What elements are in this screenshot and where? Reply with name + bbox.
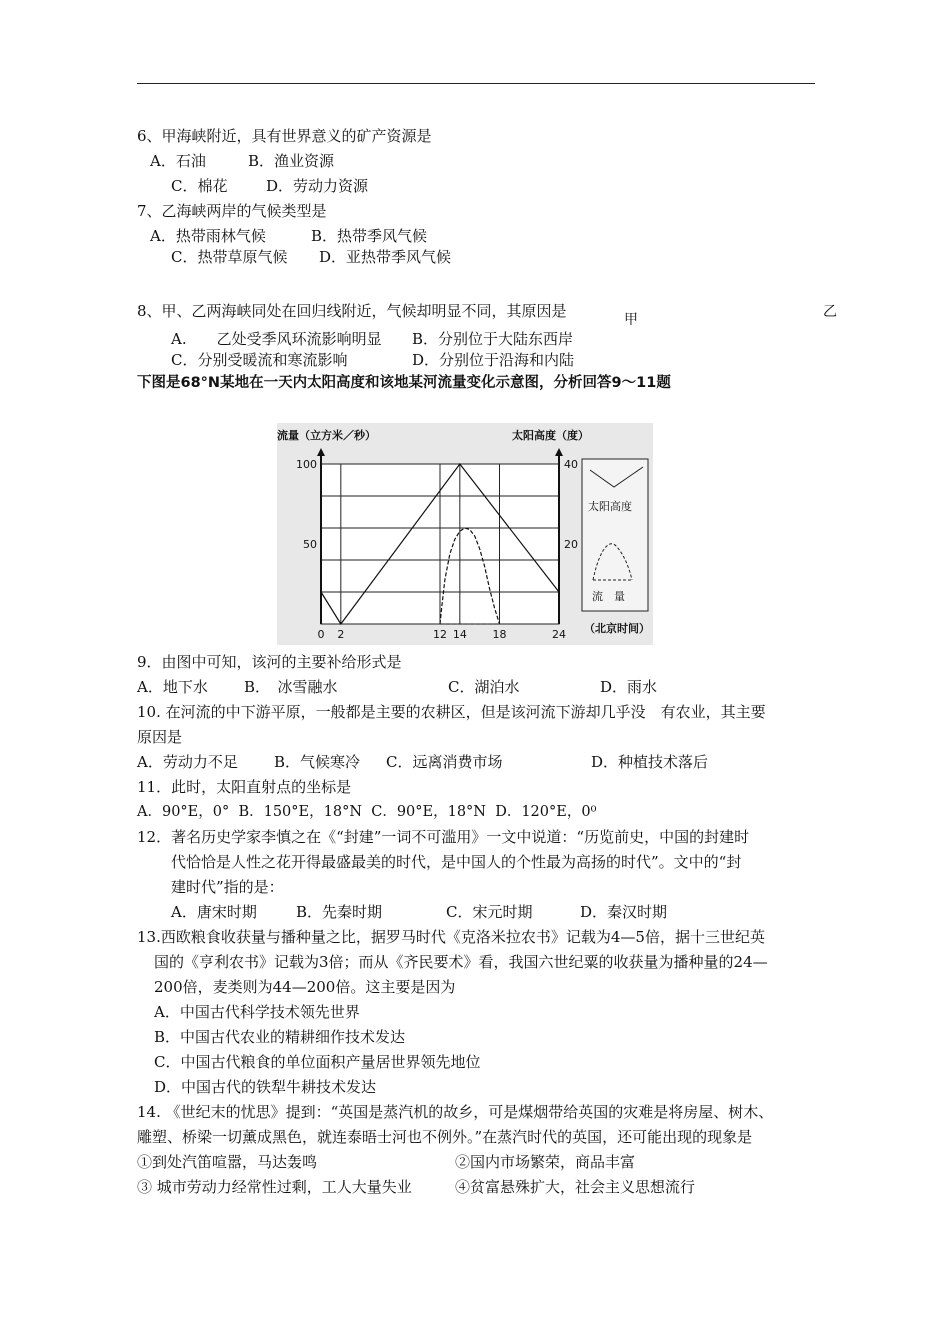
q13-option-d: D．中国古代的铁犁牛耕技术发达 xyxy=(154,1078,377,1096)
q12-option-a: A．唐宋时期 xyxy=(171,903,257,921)
y-left-tick-label-50: 50 xyxy=(303,538,317,551)
map-label-yi: 乙 xyxy=(823,304,837,320)
x-tick-label-24: 24 xyxy=(552,628,566,641)
q14-option-2: ②国内市场繁荣，商品丰富 xyxy=(455,1153,636,1171)
y-right-tick-label-40: 40 xyxy=(564,458,578,471)
q6-option-d: D．劳动力资源 xyxy=(266,177,369,195)
q10-stem-line1: 10. 在河流的中下游平原，一般都是主要的农耕区，但是该河流下游却几乎没 有农业，其主要 xyxy=(137,703,766,721)
q11-stem: 11．此时，太阳直射点的坐标是 xyxy=(137,778,352,796)
q14-option-3: ③ 城市劳动力经常性过剩，工人大量失业 xyxy=(137,1178,412,1196)
q8-option-a: A. 乙处受季风环流影响明显 xyxy=(171,330,382,348)
q12-line2: 代恰恰是人性之花开得最盛最美的时代，是中国人的个性最为高扬的时代”。文中的“封 xyxy=(171,853,742,871)
q12-line3: 建时代”指的是： xyxy=(171,878,284,896)
q9-option-d: D．雨水 xyxy=(600,678,658,696)
solar-flow-chart xyxy=(277,423,653,645)
chart-legend xyxy=(582,459,648,611)
q8-option-d: D．分别位于沿海和内陆 xyxy=(412,351,575,369)
legend-solar-label: 太阳高度 xyxy=(588,500,632,513)
q9-option-c: C．湖泊水 xyxy=(448,678,520,696)
q7-stem: 7、乙海峡两岸的气候类型是 xyxy=(137,202,327,220)
q13-line1: 13.西欧粮食收获量与播种量之比，据罗马时代《克洛米拉农书》记载为4—5倍，据十三世纪英 xyxy=(137,928,765,946)
q13-option-a: A．中国古代科学技术领先世界 xyxy=(154,1003,360,1021)
q12-line1: 12．著名历史学家李慎之在《“封建”一词不可滥用》一文中说道：“历览前史，中国的封建时 xyxy=(137,828,750,846)
map-label-jia: 甲 xyxy=(624,312,638,328)
q12-option-c: C．宋元时期 xyxy=(446,903,533,921)
legend-flow-label: 流 量 xyxy=(592,590,625,603)
q10-option-a: A．劳动力不足 xyxy=(137,753,238,771)
q12-option-d: D．秦汉时期 xyxy=(580,903,668,921)
x-tick-label-0: 0 xyxy=(317,628,325,641)
chart-grid xyxy=(321,464,559,624)
q6-option-b: B．渔业资源 xyxy=(248,152,335,170)
x-tick-label-14: 14 xyxy=(452,628,467,641)
q11-options: A．90°E，0° B．150°E，18°N C．90°E，18°N D．120°E，0⁰ xyxy=(137,804,597,820)
y-axis-right-label: 太阳高度（度） xyxy=(512,429,589,442)
y-left-tick-label-100: 100 xyxy=(296,458,317,471)
y-right-tick-label-20: 20 xyxy=(564,538,578,551)
q7-option-b: B．热带季风气候 xyxy=(311,227,428,245)
intro-9-11: 下图是68°N某地在一天内太阳高度和该地某河流量变化示意图，分析回答9～11题 xyxy=(137,375,671,391)
q13-line3: 200倍，麦类则为44—200倍。这主要是因为 xyxy=(154,978,456,996)
q13-line2: 国的《亨利农书》记载为3倍；而从《齐民要术》看，我国六世纪粟的收获量为播种量的24— xyxy=(154,953,768,971)
header-rule xyxy=(137,83,815,84)
q10-option-c: C．远离消费市场 xyxy=(386,753,503,771)
q13-option-b: B．中国古代农业的精耕细作技术发达 xyxy=(154,1028,406,1046)
q10-option-d: D．种植技术落后 xyxy=(591,753,709,771)
q14-line2: 雕塑、桥梁一切薰成黑色，就连泰晤士河也不例外。”在蒸汽时代的英国，还可能出现的现象是 xyxy=(137,1128,753,1146)
y-axis-left-label: 流量（立方米／秒） xyxy=(277,429,376,442)
q8-option-c: C．分别受暖流和寒流影响 xyxy=(171,351,348,369)
q7-option-a: A．热带雨林气候 xyxy=(150,227,266,245)
q6-option-a: A．石油 xyxy=(150,152,206,170)
q10-stem-line2: 原因是 xyxy=(137,728,183,746)
q6-stem: 6、甲海峡附近，具有世界意义的矿产资源是 xyxy=(137,127,432,145)
q7-option-c: C．热带草原气候 xyxy=(171,248,288,266)
q8-stem: 8、甲、乙两海峡同处在回归线附近，气候却明显不同，其原因是 xyxy=(137,302,567,320)
q14-line1: 14. 《世纪末的忧思》提到：“英国是蒸汽机的故乡，可是煤烟带给英国的灾难是将房屋、树木、 xyxy=(137,1103,774,1121)
q7-option-d: D．亚热带季风气候 xyxy=(319,248,452,266)
q6-option-c: C．棉花 xyxy=(171,177,228,195)
q13-option-c: C．中国古代粮食的单位面积产量居世界领先地位 xyxy=(154,1053,481,1071)
q9-option-b: B． 冰雪融水 xyxy=(244,678,338,696)
x-axis-label: （北京时间） xyxy=(584,622,650,635)
x-tick-label-18: 18 xyxy=(492,628,507,641)
q10-option-b: B．气候寒冷 xyxy=(274,753,361,771)
x-tick-label-12: 12 xyxy=(433,628,447,641)
q8-option-b: B．分别位于大陆东西岸 xyxy=(412,330,574,348)
x-tick-label-2: 2 xyxy=(337,628,345,641)
q9-stem: 9．由图中可知，该河的主要补给形式是 xyxy=(137,653,402,671)
q12-option-b: B．先秦时期 xyxy=(296,903,383,921)
q14-option-4: ④贫富悬殊扩大，社会主义思想流行 xyxy=(455,1178,696,1196)
q9-option-a: A．地下水 xyxy=(137,678,208,696)
q14-option-1: ①到处汽笛喧嚣，马达轰鸣 xyxy=(137,1153,318,1171)
